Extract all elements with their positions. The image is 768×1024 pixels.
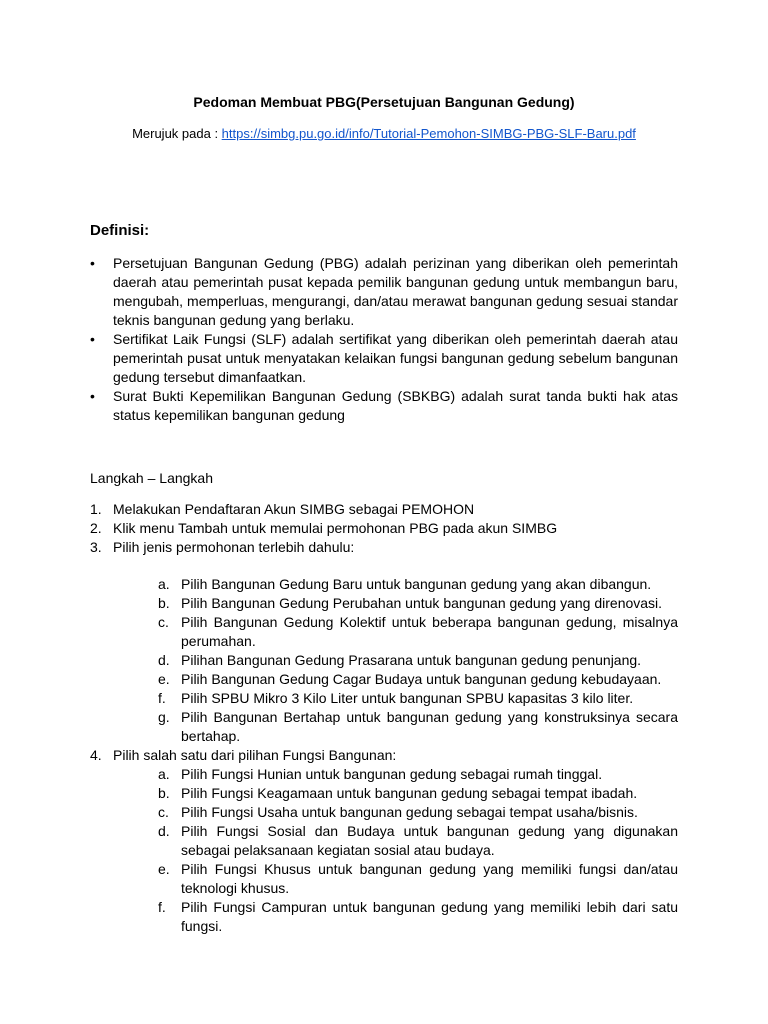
sub-text: Pilih Fungsi Sosial dan Budaya untuk bangunan gedung yang digunakan sebagai pelaksanaan kegiatan sosial atau budaya. — [181, 823, 678, 858]
sub-item — [90, 689, 678, 708]
step-number: 4. — [90, 747, 102, 763]
sub-text: Pilih Bangunan Gedung Cagar Budaya untuk bangunan gedung kebudayaan. — [181, 671, 662, 687]
step-3-options — [90, 575, 678, 746]
step-text: Klik menu Tambah untuk memulai permohonan PBG pada akun SIMBG — [113, 520, 558, 536]
definition-text: Persetujuan Bangunan Gedung (PBG) adalah perizinan yang diberikan oleh pemerintah daerah atau pemerintah pusat kepada pemilik bangunan gedung untuk membangun baru, mengubah, memperluas, mengurangi, dan/atau merawat bangunan gedung sesuai standar teknis bangunan gedung yang berlaku. — [113, 255, 678, 328]
sub-text: Pilih SPBU Mikro 3 Kilo Liter untuk bangunan SPBU kapasitas 3 kilo liter. — [181, 690, 634, 706]
definition-item — [90, 330, 678, 387]
sub-letter: b. — [158, 785, 170, 801]
definition-item — [90, 387, 678, 425]
sub-letter: g. — [158, 709, 170, 725]
sub-text: Pilih Fungsi Campuran untuk bangunan gedung yang memiliki lebih dari satu fungsi. — [181, 899, 678, 934]
sub-text: Pilih Bangunan Bertahap untuk bangunan gedung yang konstruksinya secara bertahap. — [181, 709, 678, 744]
bullet-icon: • — [90, 255, 95, 271]
sub-letter: f. — [158, 690, 166, 706]
sub-item — [90, 613, 678, 651]
bullet-icon: • — [90, 331, 95, 347]
sub-letter: e. — [158, 861, 170, 877]
page-title: Pedoman Membuat PBG(Persetujuan Bangunan Gedung) — [193, 94, 575, 110]
sub-letter: d. — [158, 652, 170, 668]
sub-letter: d. — [158, 823, 170, 839]
reference-link[interactable]: https://simbg.pu.go.id/info/Tutorial-Pemohon-SIMBG-PBG-SLF-Baru.pdf — [221, 126, 636, 141]
sub-list — [90, 575, 678, 746]
step-text: Melakukan Pendaftaran Akun SIMBG sebagai PEMOHON — [113, 501, 475, 517]
steps-list — [90, 500, 678, 936]
sub-item — [90, 860, 678, 898]
sub-item — [90, 765, 678, 784]
definition-text: Sertifikat Laik Fungsi (SLF) adalah sertifikat yang diberikan oleh pemerintah daerah atau pemerintah pusat untuk menyatakan kelaikan fungsi bangunan gedung sebelum bangunan gedung tersebut dimanfaatkan. — [113, 331, 678, 385]
sub-letter: e. — [158, 671, 170, 687]
sub-text: Pilih Bangunan Gedung Kolektif untuk beberapa bangunan gedung, misalnya perumahan. — [181, 614, 678, 649]
sub-text: Pilih Bangunan Gedung Baru untuk bangunan gedung yang akan dibangun. — [181, 576, 652, 592]
document-page — [90, 0, 678, 1024]
reference-label: Merujuk pada : — [132, 126, 222, 141]
definition-list — [90, 254, 678, 425]
step-4-options — [90, 765, 678, 936]
definition-text: Surat Bukti Kepemilikan Bangunan Gedung (SBKBG) adalah surat tanda bukti hak atas status kepemilikan bangunan gedung — [113, 388, 678, 423]
langkah-heading: Langkah – Langkah — [90, 470, 213, 486]
sub-item — [90, 708, 678, 746]
sub-item — [90, 803, 678, 822]
sub-letter: a. — [158, 576, 170, 592]
step-text: Pilih salah satu dari pilihan Fungsi Bangunan: — [113, 747, 397, 763]
sub-list — [90, 765, 678, 936]
sub-letter: f. — [158, 899, 166, 915]
step-number: 2. — [90, 520, 102, 536]
sub-item — [90, 898, 678, 936]
sub-item — [90, 670, 678, 689]
step-number: 3. — [90, 539, 102, 555]
definisi-heading: Definisi: — [90, 222, 150, 239]
sub-item — [90, 575, 678, 594]
sub-text: Pilihan Bangunan Gedung Prasarana untuk bangunan gedung penunjang. — [181, 652, 642, 668]
sub-text: Pilih Fungsi Khusus untuk bangunan gedung yang memiliki fungsi dan/atau teknologi khusus. — [181, 861, 678, 896]
step-text: Pilih jenis permohonan terlebih dahulu: — [113, 539, 355, 555]
sub-item — [90, 784, 678, 803]
sub-item — [90, 822, 678, 860]
sub-letter: c. — [158, 804, 169, 820]
sub-letter: c. — [158, 614, 169, 630]
step-item — [90, 538, 678, 746]
sub-letter: a. — [158, 766, 170, 782]
sub-text: Pilih Fungsi Keagamaan untuk bangunan gedung sebagai tempat ibadah. — [181, 785, 638, 801]
reference-line — [90, 125, 678, 143]
step-item — [90, 500, 678, 519]
sub-text: Pilih Fungsi Usaha untuk bangunan gedung sebagai tempat usaha/bisnis. — [181, 804, 638, 820]
definition-item — [90, 254, 678, 330]
bullet-icon: • — [90, 388, 95, 404]
step-number: 1. — [90, 501, 102, 517]
step-item — [90, 519, 678, 538]
sub-item — [90, 594, 678, 613]
sub-text: Pilih Bangunan Gedung Perubahan untuk bangunan gedung yang direnovasi. — [181, 595, 663, 611]
step-item — [90, 746, 678, 936]
sub-text: Pilih Fungsi Hunian untuk bangunan gedung sebagai rumah tinggal. — [181, 766, 603, 782]
sub-item — [90, 651, 678, 670]
sub-letter: b. — [158, 595, 170, 611]
